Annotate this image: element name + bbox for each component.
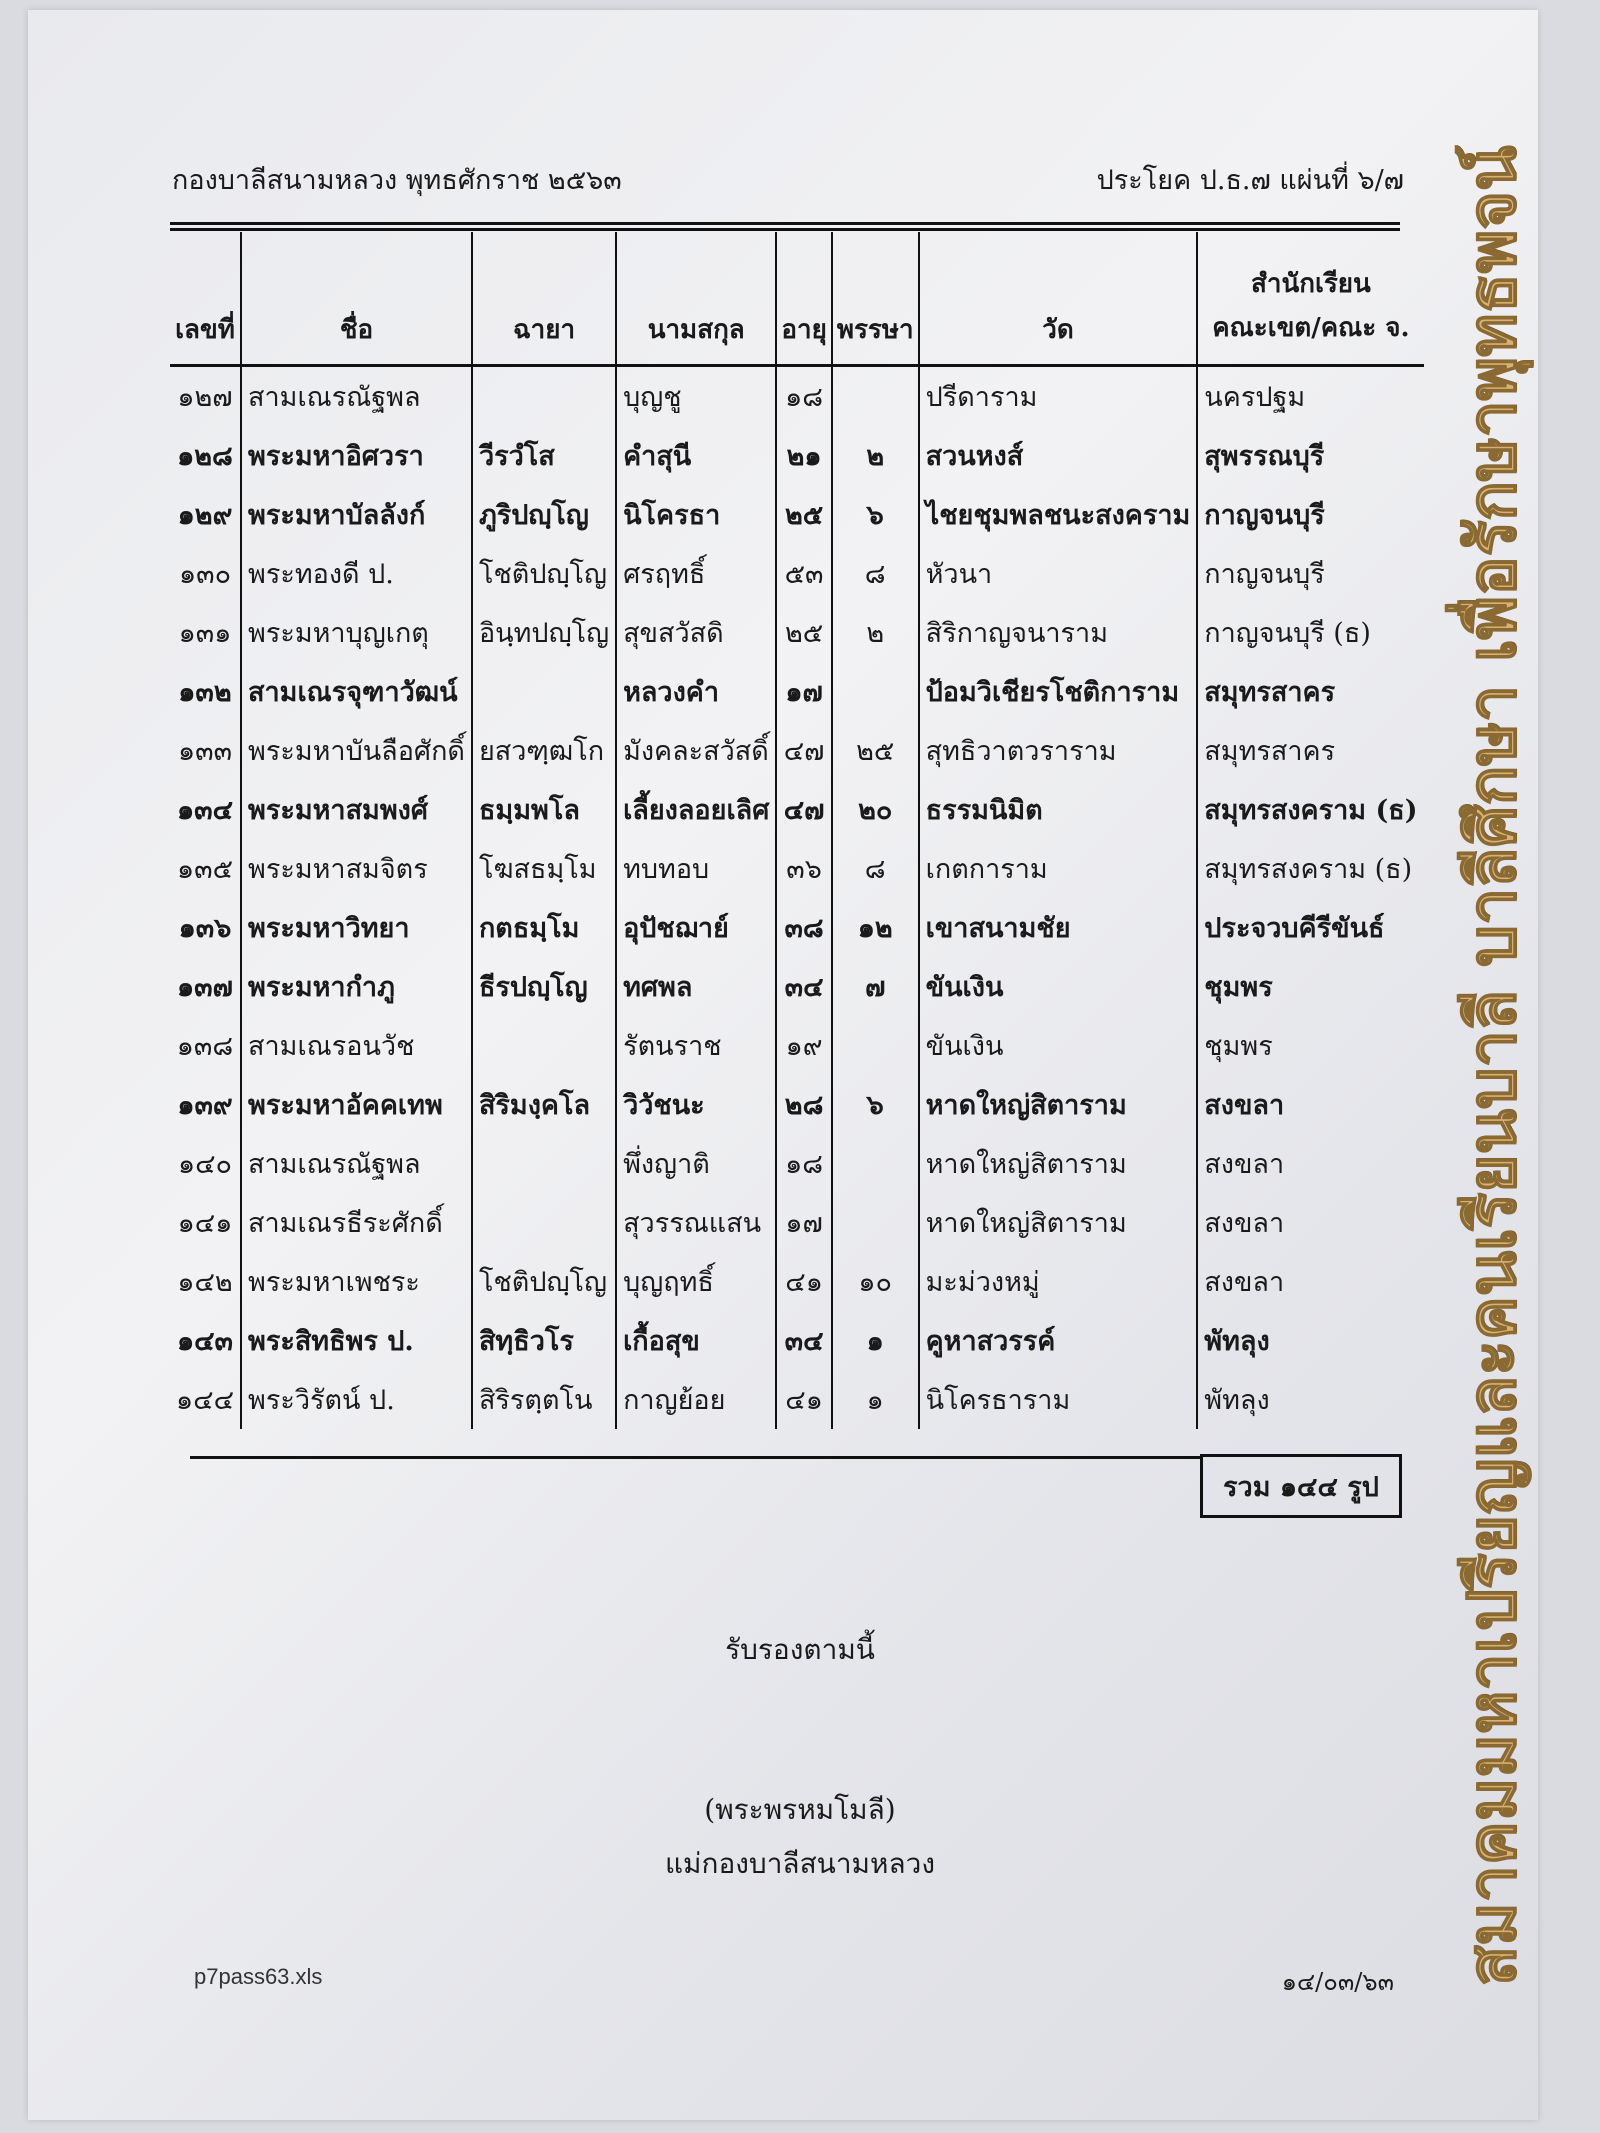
cell-vassa: ๒๕ [832, 721, 919, 780]
cell-no: ๑๔๒ [177, 1267, 233, 1298]
cell-vassa: ๑ [832, 1370, 919, 1429]
table-row [170, 1311, 1424, 1370]
cell-chaya: วีรวํโส [472, 426, 616, 485]
cell-no: ๑๓๒ [178, 677, 232, 708]
footer-filename: p7pass63.xls [194, 1964, 323, 1989]
cell-name: สามเณรณัฐพล [241, 1134, 472, 1193]
cell-chaya: ธีรปญฺโญ [472, 957, 616, 1016]
col-header-name: ชื่อ [241, 232, 472, 366]
cell-wat: มะม่วงหมู่ [919, 1252, 1198, 1311]
cell-wat: หาดใหญ่สิตาราม [919, 1075, 1198, 1134]
cell-school: สมุทรสงคราม (ธ) [1197, 839, 1423, 898]
col-header-no: เลขที่ [170, 232, 241, 366]
cell-vassa: ๒ [832, 426, 919, 485]
table-row [170, 1252, 1424, 1311]
cell-age: ๑๘ [776, 1134, 831, 1193]
cell-surname: บุญชู [616, 366, 776, 427]
table-row [170, 721, 1424, 780]
cell-name: พระมหาวิทยา [241, 898, 472, 957]
cell-age: ๔๑ [776, 1252, 831, 1311]
cell-surname: คำสุนี [616, 426, 776, 485]
cell-surname: พึ่งญาติ [616, 1134, 776, 1193]
cell-chaya: โฆสธมฺโม [472, 839, 616, 898]
cell-no: ๑๓๐ [178, 559, 232, 590]
cell-surname: ศรฤทธิ์ [616, 544, 776, 603]
cell-school: กาญจนบุรี [1197, 485, 1423, 544]
table-row [170, 1370, 1424, 1429]
cell-surname: เกื้อสุข [616, 1311, 776, 1370]
cell-surname: รัตนราช [616, 1016, 776, 1075]
col-header-school-line2: คณะเขต/คณะ จ. [1212, 313, 1410, 343]
cell-vassa: ๘ [832, 544, 919, 603]
cell-school: กาญจนบุรี [1197, 544, 1423, 603]
table-row [170, 780, 1424, 839]
col-header-wat: วัด [919, 232, 1198, 366]
col-header-age: อายุ [776, 232, 831, 366]
cell-vassa [832, 1134, 919, 1193]
cell-age: ๒๑ [776, 426, 831, 485]
footer-date: ๑๔/๐๓/๖๓ [1281, 1968, 1394, 1996]
table-row [170, 426, 1424, 485]
cell-name: พระมหาสมจิตร [241, 839, 472, 898]
certification-text: รับรองตามนี้ [725, 1633, 875, 1666]
cell-vassa [832, 366, 919, 427]
total-box: รวม ๑๔๔ รูป [1200, 1454, 1402, 1518]
cell-wat: หัวนา [919, 544, 1198, 603]
table-row [170, 1134, 1424, 1193]
table-row [170, 603, 1424, 662]
cell-name: พระมหาอัคคเทพ [241, 1075, 472, 1134]
cell-school: สุพรรณบุรี [1197, 426, 1423, 485]
cell-name: สามเณรธีระศักดิ์ [241, 1193, 472, 1252]
cell-school: ชุมพร [1197, 1016, 1423, 1075]
cell-age: ๓๘ [776, 898, 831, 957]
col-header-chaya: ฉายา [472, 232, 616, 366]
cell-wat: ขันเงิน [919, 957, 1198, 1016]
cell-vassa: ๖ [832, 1075, 919, 1134]
cell-chaya: กตธมฺโม [472, 898, 616, 957]
cell-chaya [472, 1193, 616, 1252]
cell-age: ๓๔ [776, 957, 831, 1016]
cell-surname: ทศพล [616, 957, 776, 1016]
cell-no: ๑๔๔ [176, 1385, 235, 1416]
cell-wat: ธรรมนิมิต [919, 780, 1198, 839]
cell-vassa: ๑ [832, 1311, 919, 1370]
table-header-row [170, 232, 1424, 366]
header-level-sheet: ประโยค ป.ธ.๗ แผ่นที่ ๖/๗ [1096, 165, 1404, 196]
table-bottom-rule [190, 1456, 1200, 1459]
cell-chaya: ยสวฑฺฒโก [472, 721, 616, 780]
watermark-text: สมาคมมหาเปรียญและคนเรียนบาลี บาลีศึกษา เพื่อรักษาพุทธพจน์ [1453, 145, 1531, 1987]
cell-vassa [832, 1193, 919, 1252]
table-row [170, 485, 1424, 544]
col-header-school-line1: สำนักเรียน [1250, 269, 1371, 299]
cell-name: สามเณรอนวัช [241, 1016, 472, 1075]
table-row [170, 839, 1424, 898]
table-row [170, 662, 1424, 721]
cell-chaya: โชติปญฺโญ [472, 544, 616, 603]
cell-age: ๑๙ [776, 1016, 831, 1075]
header-rule-bottom [170, 228, 1400, 231]
cell-vassa: ๗ [832, 957, 919, 1016]
col-header-surname: นามสกุล [616, 232, 776, 366]
cell-no: ๑๓๑ [178, 618, 232, 649]
header-office-year: กองบาลีสนามหลวง พุทธศักราช ๒๕๖๓ [172, 165, 622, 196]
cell-no: ๑๓๓ [177, 736, 233, 767]
cell-surname: วิวัชนะ [616, 1075, 776, 1134]
cell-age: ๒๘ [776, 1075, 831, 1134]
cell-school: สงขลา [1197, 1075, 1423, 1134]
cell-chaya: ธมฺมพโล [472, 780, 616, 839]
cell-school: พัทลุง [1197, 1370, 1423, 1429]
cell-chaya [472, 1134, 616, 1193]
cell-wat: สุทธิวาตวราราม [919, 721, 1198, 780]
cell-age: ๕๓ [776, 544, 831, 603]
cell-school: ชุมพร [1197, 957, 1423, 1016]
cell-surname: สุวรรณแสน [616, 1193, 776, 1252]
cell-vassa [832, 1016, 919, 1075]
col-header-vassa: พรรษา [832, 232, 919, 366]
cell-vassa: ๒๐ [832, 780, 919, 839]
cell-vassa: ๘ [832, 839, 919, 898]
col-header-school [1197, 232, 1423, 366]
cell-vassa: ๑๐ [832, 1252, 919, 1311]
cell-no: ๑๒๗ [177, 382, 233, 413]
cell-age: ๔๑ [776, 1370, 831, 1429]
cell-chaya: สิริมงฺคโล [472, 1075, 616, 1134]
cell-name: พระทองดี ป. [241, 544, 472, 603]
table-row [170, 366, 1424, 427]
cell-no: ๑๔๓ [176, 1326, 234, 1357]
cell-age: ๓๔ [776, 1311, 831, 1370]
cell-wat: สิริกาญจนาราม [919, 603, 1198, 662]
cell-wat: ปรีดาราม [919, 366, 1198, 427]
cell-chaya [472, 1016, 616, 1075]
cell-surname: อุปัชฌาย์ [616, 898, 776, 957]
cell-surname: หลวงคำ [616, 662, 776, 721]
cell-name: พระมหาสมพงศ์ [241, 780, 472, 839]
cell-surname: เลี้ยงลอยเลิศ [616, 780, 776, 839]
cell-no: ๑๓๙ [177, 1090, 233, 1121]
cell-name: สามเณรจุฑาวัฒน์ [241, 662, 472, 721]
cell-no: ๑๔๐ [177, 1149, 233, 1180]
cell-name: สามเณรณัฐพล [241, 366, 472, 427]
cell-vassa: ๒ [832, 603, 919, 662]
cell-school: สงขลา [1197, 1134, 1423, 1193]
cell-name: พระมหาบัลลังก์ [241, 485, 472, 544]
cell-wat: ไชยชุมพลชนะสงคราม [919, 485, 1198, 544]
cell-school: สงขลา [1197, 1252, 1423, 1311]
cell-no: ๑๓๖ [178, 913, 232, 944]
cell-no: ๑๓๗ [177, 972, 233, 1003]
table-row [170, 1016, 1424, 1075]
cell-no: ๑๒๘ [177, 441, 233, 472]
cell-age: ๓๖ [776, 839, 831, 898]
cell-surname: กาญย้อย [616, 1370, 776, 1429]
cell-no: ๑๔๑ [177, 1208, 233, 1239]
cell-age: ๑๗ [776, 1193, 831, 1252]
table-row [170, 1075, 1424, 1134]
cell-chaya: สิริรตฺตโน [472, 1370, 616, 1429]
cell-wat: สวนหงส์ [919, 426, 1198, 485]
cell-age: ๒๕ [776, 485, 831, 544]
cell-age: ๒๕ [776, 603, 831, 662]
cell-wat: เกตการาม [919, 839, 1198, 898]
cell-chaya [472, 366, 616, 427]
table-row [170, 957, 1424, 1016]
cell-surname: สุขสวัสดิ [616, 603, 776, 662]
cell-no: ๑๓๔ [176, 795, 234, 826]
cell-chaya: สิทฺธิวโร [472, 1311, 616, 1370]
cell-wat: คูหาสวรรค์ [919, 1311, 1198, 1370]
cell-name: พระมหาเพชระ [241, 1252, 472, 1311]
signer-name: (พระพรหมโมลี) [704, 1793, 896, 1826]
cell-wat: หาดใหญ่สิตาราม [919, 1134, 1198, 1193]
cell-age: ๑๘ [776, 366, 831, 427]
cell-surname: นิโครธา [616, 485, 776, 544]
cell-age: ๔๗ [776, 780, 831, 839]
cell-surname: บุญฤทธิ์ [616, 1252, 776, 1311]
signer-position: แม่กองบาลีสนามหลวง [664, 1847, 936, 1880]
cell-no: ๑๒๙ [177, 500, 233, 531]
cell-age: ๑๗ [776, 662, 831, 721]
cell-school: ประจวบคีรีขันธ์ [1197, 898, 1423, 957]
cell-wat: ขันเงิน [919, 1016, 1198, 1075]
cell-school: สงขลา [1197, 1193, 1423, 1252]
cell-no: ๑๓๕ [176, 854, 234, 885]
cell-name: พระมหาบันลือศักดิ์ [241, 721, 472, 780]
cell-school: สมุทรสาคร [1197, 721, 1423, 780]
cell-name: พระมหาบุญเกตุ [241, 603, 472, 662]
cell-surname: มังคละสวัสดิ์ [616, 721, 776, 780]
cell-school: สมุทรสงคราม (ธ) [1197, 780, 1423, 839]
cell-wat: นิโครธาราม [919, 1370, 1198, 1429]
cell-school: กาญจนบุรี (ธ) [1197, 603, 1423, 662]
table-row [170, 544, 1424, 603]
cell-wat: ป้อมวิเชียรโชติการาม [919, 662, 1198, 721]
cell-chaya: ภูริปญฺโญ [472, 485, 616, 544]
cell-no: ๑๓๘ [176, 1031, 234, 1062]
cell-school: นครปฐม [1197, 366, 1423, 427]
cell-name: พระมหากำภู [241, 957, 472, 1016]
cell-school: สมุทรสาคร [1197, 662, 1423, 721]
results-table [170, 232, 1424, 1429]
cell-chaya [472, 662, 616, 721]
cell-age: ๔๗ [776, 721, 831, 780]
cell-surname: ทบทอบ [616, 839, 776, 898]
table-row [170, 898, 1424, 957]
cell-vassa [832, 662, 919, 721]
header-rule-top [170, 222, 1400, 225]
cell-name: พระมหาอิศวรา [241, 426, 472, 485]
table-row [170, 1193, 1424, 1252]
cell-chaya: โชติปญฺโญ [472, 1252, 616, 1311]
cell-vassa: ๑๒ [832, 898, 919, 957]
cell-chaya: อินฺทปญฺโญ [472, 603, 616, 662]
cell-name: พระวิรัตน์ ป. [241, 1370, 472, 1429]
cell-school: พัทลุง [1197, 1311, 1423, 1370]
cell-wat: เขาสนามชัย [919, 898, 1198, 957]
cell-name: พระสิทธิพร ป. [241, 1311, 472, 1370]
cell-wat: หาดใหญ่สิตาราม [919, 1193, 1198, 1252]
cell-vassa: ๖ [832, 485, 919, 544]
